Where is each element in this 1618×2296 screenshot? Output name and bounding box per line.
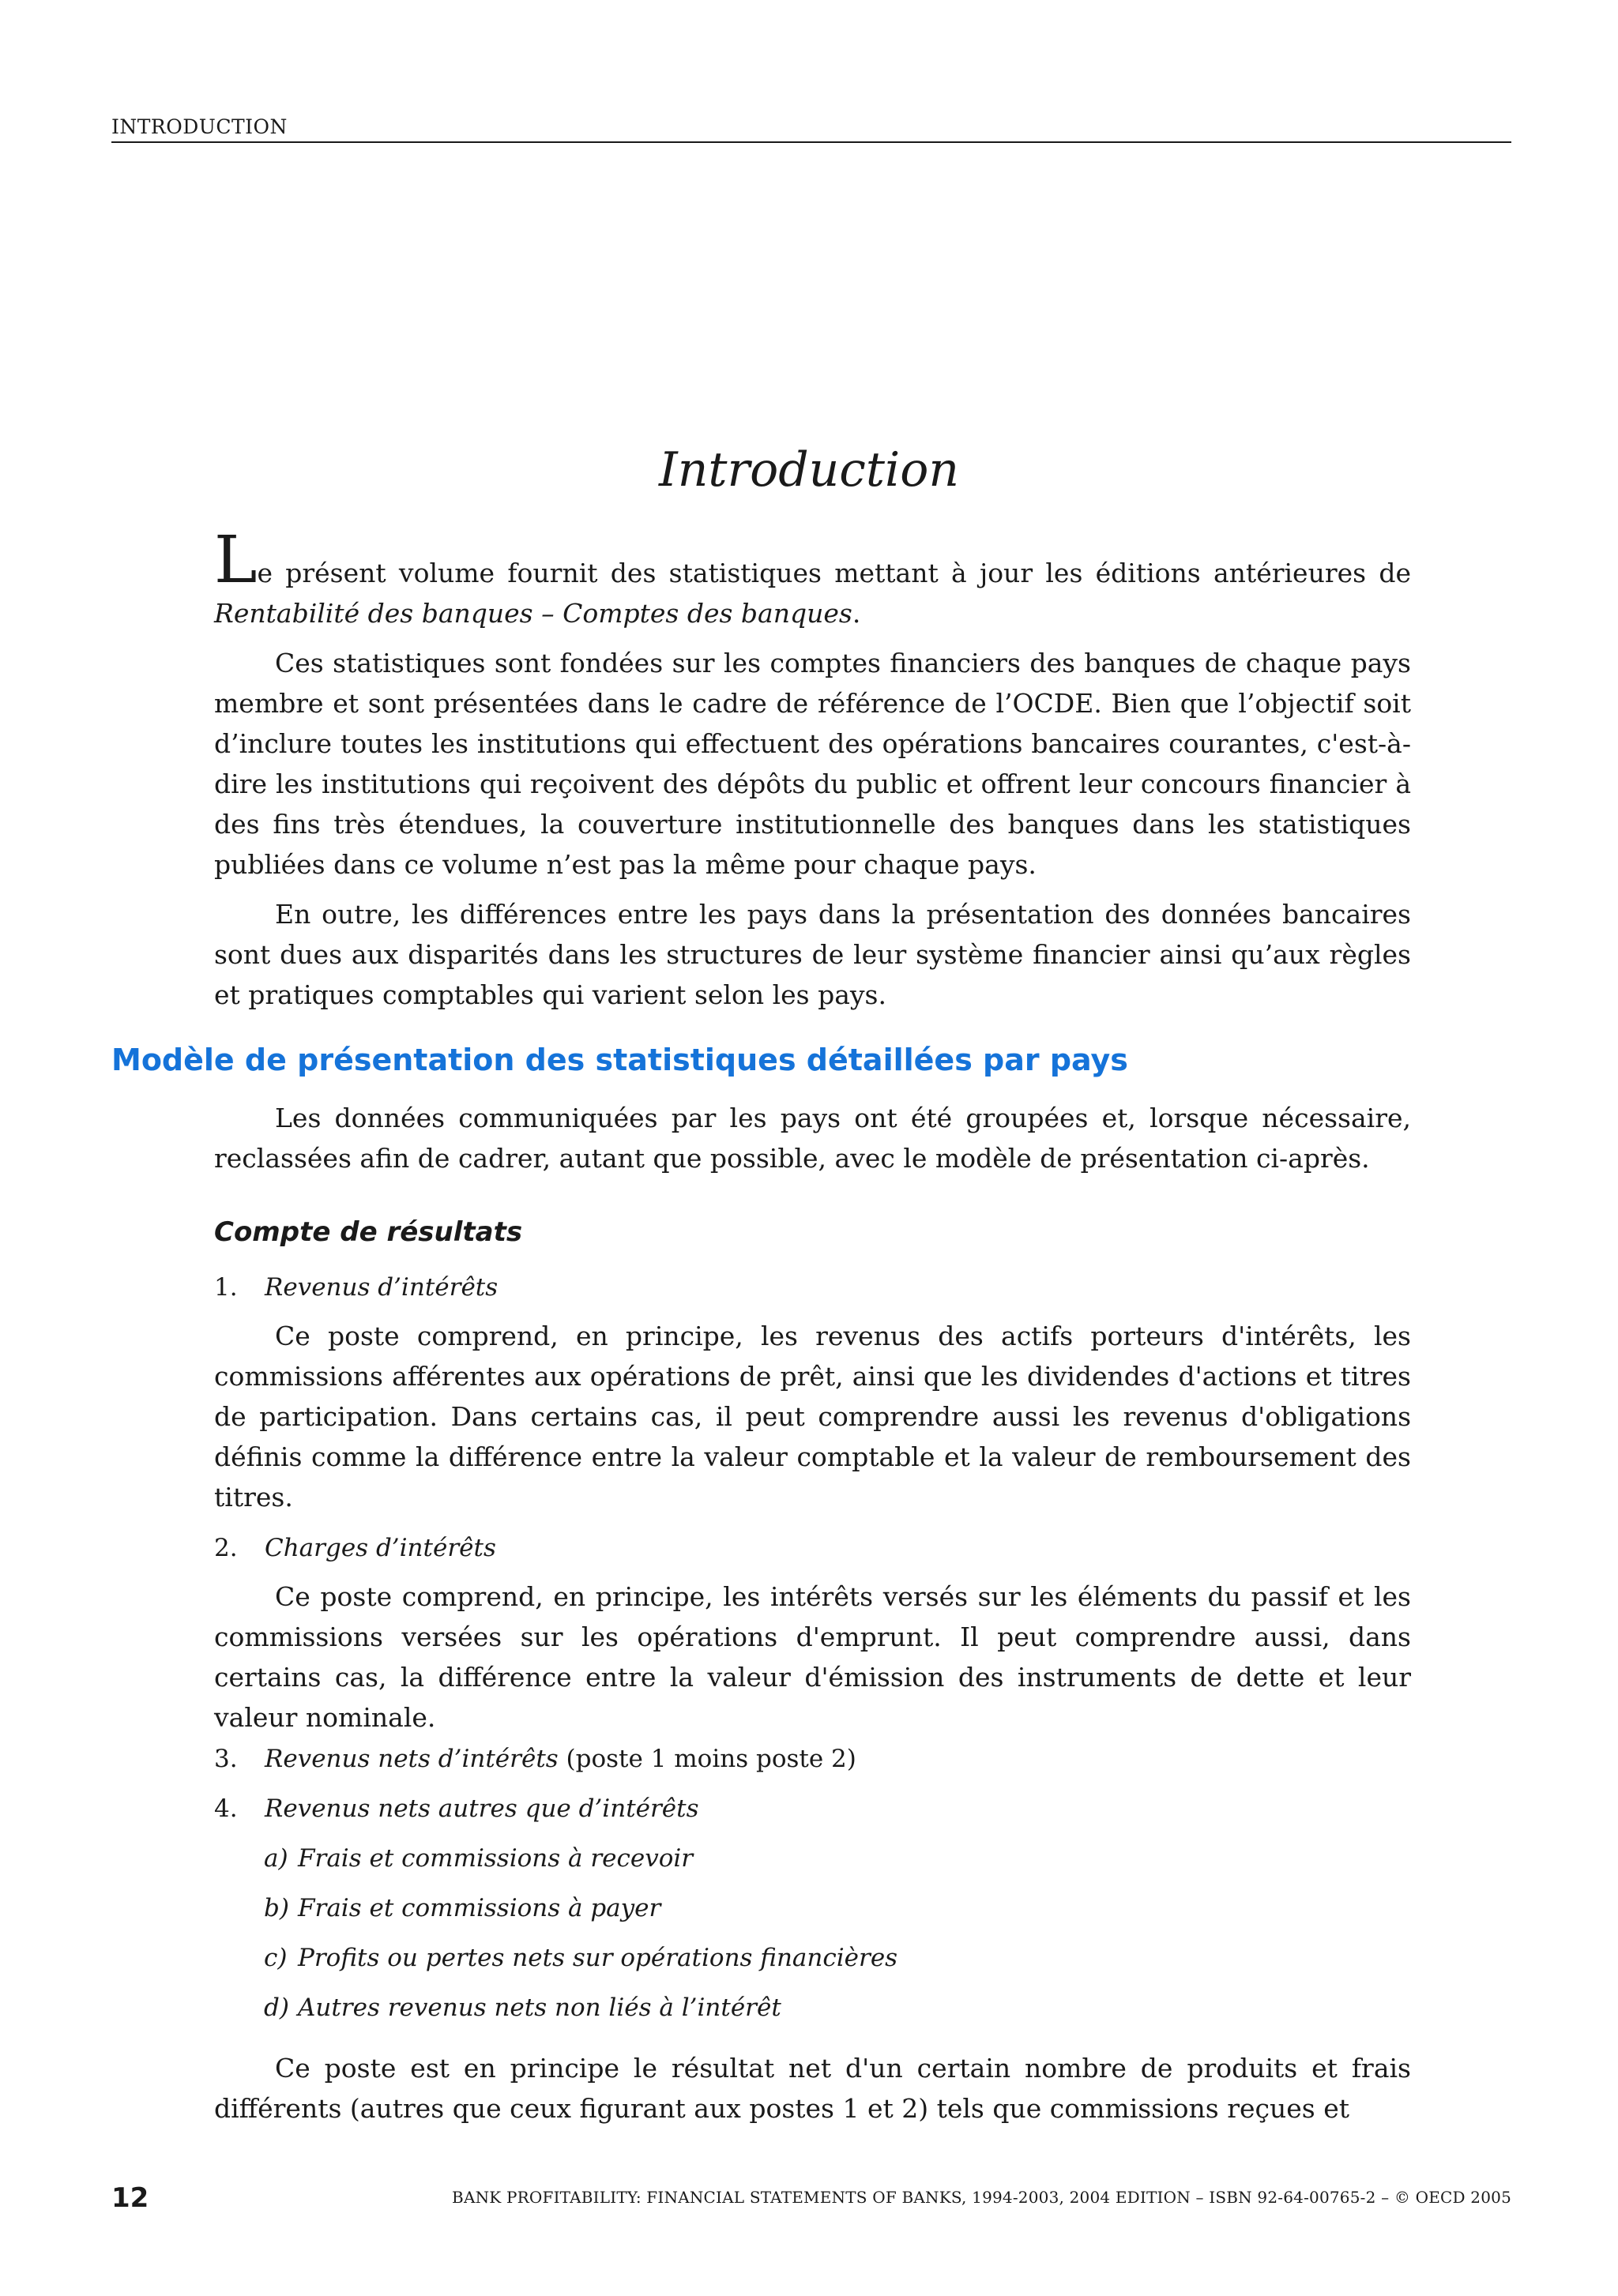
intro-lead-text: e présent volume fournit des statistiques mettant à jour les éditions antérieures de [257,558,1411,588]
item-number: 3. [214,1745,238,1773]
list-item-2 [214,1532,496,1564]
item-1-description: Ce poste comprend, en principe, les revenus des actifs porteurs d'intérêts, les commissions afférentes aux opérations de prêt, ainsi que les dividendes d'actions et titres de participation. Dans certains cas, il peut comprendre aussi les revenus d'obligations définis comme la différence entre la valeur comptable et la valeur de remboursement des titres. [214,1321,1411,1513]
item-number: 2. [214,1534,238,1562]
item-4-description-block [214,2048,1411,2129]
intro-lead-paragraph [214,523,1411,633]
section-paragraph-block [214,1098,1411,1178]
item-2-description-block [214,1576,1411,1738]
sub-item-letter: a) [264,1844,288,1873]
section-heading: Modèle de présentation des statistiques détaillées par pays [111,1043,1128,1077]
section-paragraph: Les données communiquées par les pays ont été groupées et, lorsque nécessaire, reclassées afin de cadrer, autant que possible, avec le modèle de présentation ci-après. [214,1103,1411,1174]
sub-item-b [264,1892,660,1924]
sub-item-letter: d) [264,1993,289,2022]
item-4-description: Ce poste est en principe le résultat net d'un certain nombre de produits et frais différents (autres que ceux figurant aux postes 1 et 2) tels que commissions reçues et [214,2053,1411,2124]
item-term: Charges d’intérêts [265,1534,496,1562]
list-item-1 [214,1272,498,1303]
income-statement-subheading: Compte de résultats [214,1216,523,1248]
footer-citation: BANK PROFITABILITY: FINANCIAL STATEMENTS OF BANKS, 1994-2003, 2004 EDITION – ISBN 92-64-00765-2 – © OECD 2005 [452,2188,1511,2207]
list-item-4 [214,1793,699,1824]
list-item-3 [214,1743,856,1775]
item-term: Revenus nets d’intérêts [265,1745,559,1773]
item-suffix: (poste 1 moins poste 2) [558,1745,856,1773]
intro-lead-end: . [852,598,861,629]
item-2-description: Ce poste comprend, en principe, les intérêts versés sur les éléments du passif et les commissions versées sur les opérations d'emprunt. Il peut comprendre aussi, dans certains cas, la différence entre la valeur d'émission des instruments de dette et leur valeur nominale. [214,1581,1411,1733]
sub-item-text: Profits ou pertes nets sur opérations financières [298,1944,898,1972]
item-1-description-block [214,1316,1411,1517]
item-term: Revenus nets autres que d’intérêts [265,1794,699,1823]
sub-item-text: Frais et commissions à payer [298,1894,661,1922]
sub-item-text: Frais et commissions à recevoir [298,1844,694,1873]
drop-cap: L [214,523,258,598]
sub-item-c [264,1942,897,1974]
item-number: 4. [214,1794,238,1823]
running-header: INTRODUCTION [111,115,1511,143]
sub-item-text: Autres revenus nets non liés à l’intérêt [298,1993,781,2022]
sub-item-letter: b) [264,1894,289,1922]
sub-item-d [264,1992,781,2024]
intro-paragraph-2: En outre, les différences entre les pays dans la présentation des données bancaires sont dues aux disparités dans les structures de leur système financier ainsi qu’aux règles et pratiques comptables qui varient selon les pays. [214,899,1411,1010]
page-number: 12 [111,2182,149,2214]
item-term: Revenus d’intérêts [265,1273,499,1302]
item-number: 1. [214,1273,238,1302]
publication-title: Rentabilité des banques – Comptes des banques [214,598,852,629]
sub-item-letter: c) [264,1944,288,1972]
intro-block [214,523,1411,1015]
sub-item-a [264,1843,693,1874]
page-title: Introduction [659,442,959,498]
intro-paragraph-1: Ces statistiques sont fondées sur les comptes financiers des banques de chaque pays membre et sont présentées dans le cadre de référence de l’OCDE. Bien que l’objectif soit d’inclure toutes les institutions qui effectuent des opérations bancaires courantes, c'est-à-dire les institutions qui reçoivent des dépôts du public et offrent leur concours financier à des fins très étendues, la couverture institutionnelle des banques dans les statistiques publiées dans ce volume n’est pas la même pour chaque pays. [214,648,1411,880]
